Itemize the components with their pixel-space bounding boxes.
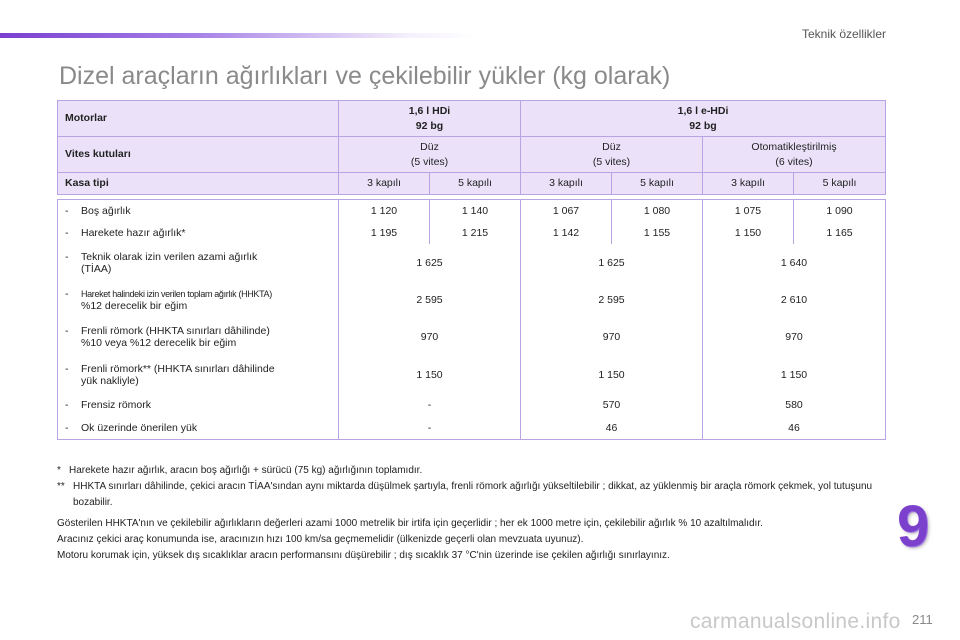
value-cell: 1 150 [521,356,703,394]
body-label: Kasa tipi [58,173,339,195]
row-label-sub: %12 derecelik bir eğim [81,299,188,312]
row-dash: - [65,287,69,300]
gearbox-3-header [703,137,886,173]
body-type-cell: 5 kapılı [794,173,886,195]
value-cell: - [339,417,521,440]
value-cell: 1 075 [703,200,794,222]
gearbox-2-speeds: (5 vites) [592,155,631,168]
footnote-1 [57,463,887,479]
page-number: 211 [912,612,933,627]
row-dash: - [65,421,69,434]
table-row-empty-weight [58,200,886,222]
row-label: Frensiz römork [81,399,152,411]
value-cell: 1 150 [703,222,794,244]
footnotes [57,463,887,564]
row-dash: - [65,204,69,217]
header-accent-bar [0,33,480,38]
value-cell: 1 640 [703,244,886,282]
footnote-2 [57,479,887,511]
value-cell: 1 140 [430,200,521,222]
gearbox-2-header [521,137,703,173]
row-label-sub: (TİAA) [81,262,112,275]
value-cell: 1 195 [339,222,430,244]
footnote-mark: ** [57,481,65,492]
engine-hdi-power: 92 bg [415,119,444,132]
engine-ehdi-header [521,101,886,137]
row-dash: - [65,226,69,239]
note-altitude: Gösterilen HHKTA'nın ve çekilebilir ağırlıkların değerleri azami 1000 metrelik bir irtifa için geçerlidir ; her ek 1000 metre için, çekilebilir ağırlık % 10 azaltılmalıdır. [57,518,763,529]
table-row-gross-train [58,282,886,318]
row-label-sub: %10 veya %12 derecelik bir eğim [81,336,237,349]
value-cell: 1 155 [612,222,703,244]
value-cell: 1 120 [339,200,430,222]
note-temperature: Motoru korumak için, yüksek dış sıcaklıklar aracın performansını düşürebilir ; dış sıcaklık 37 °C'nin üzerinde ise çekilen ağırlığı sınırlayınız. [57,550,670,561]
value-cell: 1 625 [339,244,521,282]
gearbox-row [58,137,886,173]
value-cell: 1 080 [612,200,703,222]
footnote-text: HHKTA sınırları dâhilinde, çekici aracın TİAA'sından aynı miktarda düşülmek şartıyla, frenli römork ağırlığı yükseltilebilir ; dikkat, az yüklenmiş bir araçla römork çekmek, yol tutuşunu bozabilir. [73,481,873,508]
value-cell: 1 625 [521,244,703,282]
row-label: Harekete hazır ağırlık* [81,226,186,239]
table-row-max-weight [58,244,886,282]
table-row-nose-weight [58,417,886,440]
gearbox-1-type: Düz [420,140,439,153]
weights-table [57,100,886,440]
footnote-text: Harekete hazır ağırlık, aracın boş ağırlığı + sürücü (75 kg) ağırlığının toplamıdır. [69,465,423,476]
engine-hdi-name: 1,6 l HDi [408,104,451,117]
value-cell: 1 215 [430,222,521,244]
body-type-cell: 3 kapılı [703,173,794,195]
engine-row [58,101,886,137]
body-type-cell: 5 kapılı [430,173,521,195]
gearbox-3-type: Otomatikleştirilmiş [751,140,837,153]
value-cell: - [339,394,521,417]
value-cell: 2 595 [521,282,703,318]
body-type-cell: 3 kapılı [521,173,612,195]
body-type-cell: 3 kapılı [339,173,430,195]
gearbox-1-speeds: (5 vites) [410,155,449,168]
engine-hdi-header [339,101,521,137]
row-label: Boş ağırlık [81,204,131,217]
body-type-row [58,173,886,195]
value-cell: 1 142 [521,222,612,244]
page-title: Dizel araçların ağırlıkları ve çekilebilir yükler (kg olarak) [59,62,671,90]
value-cell: 1 090 [794,200,886,222]
row-label: Ok üzerinde önerilen yük [81,421,198,434]
gearbox-2-type: Düz [602,140,621,153]
row-label: Frenli römork (HHKTA sınırları dâhilinde) [81,324,270,337]
row-dash: - [65,250,69,263]
row-label: Teknik olarak izin verilen azami ağırlık [81,250,258,263]
value-cell: 970 [521,318,703,356]
gearbox-1-header [339,137,521,173]
row-label: Hareket halindeki izin verilen toplam ağırlık (HHKTA) [81,288,272,299]
gearbox-3-speeds: (6 vites) [775,155,813,168]
footnote-mark: * [57,465,61,476]
note-speed: Aracınız çekici araç konumunda ise, aracınızın hızı 100 km/sa geçmemelidir (ülkenizde geçerli olan mevzuata uyunuz). [57,534,584,545]
value-cell: 2 595 [339,282,521,318]
value-cell: 1 067 [521,200,612,222]
body-type-cell: 5 kapılı [612,173,703,195]
engine-ehdi-power: 92 bg [689,119,717,132]
watermark: carmanualsonline.info [690,610,901,633]
row-dash: - [65,399,69,411]
engine-ehdi-name: 1,6 l e-HDi [677,104,729,117]
chapter-number: 9 [897,494,930,559]
row-dash: - [65,324,69,337]
value-cell: 970 [703,318,886,356]
row-label: Frenli römork** (HHKTA sınırları dâhilinde [81,362,275,375]
table-row-braked-trailer [58,318,886,356]
gearbox-label: Vites kutuları [58,137,339,173]
value-cell: 970 [339,318,521,356]
section-label: Teknik özellikler [801,27,886,41]
value-cell: 1 150 [703,356,886,394]
value-cell: 1 150 [339,356,521,394]
table-row-braked-trailer-load [58,356,886,394]
table-row-unbraked-trailer [58,394,886,417]
row-label-sub: yük nakliyle) [81,374,139,387]
value-cell: 2 610 [703,282,886,318]
row-dash: - [65,362,69,375]
motor-label: Motorlar [58,101,339,137]
value-cell: 580 [703,394,886,417]
value-cell: 46 [703,417,886,440]
value-cell: 1 165 [794,222,886,244]
value-cell: 46 [521,417,703,440]
value-cell: 570 [521,394,703,417]
table-row-ready-weight [58,222,886,244]
